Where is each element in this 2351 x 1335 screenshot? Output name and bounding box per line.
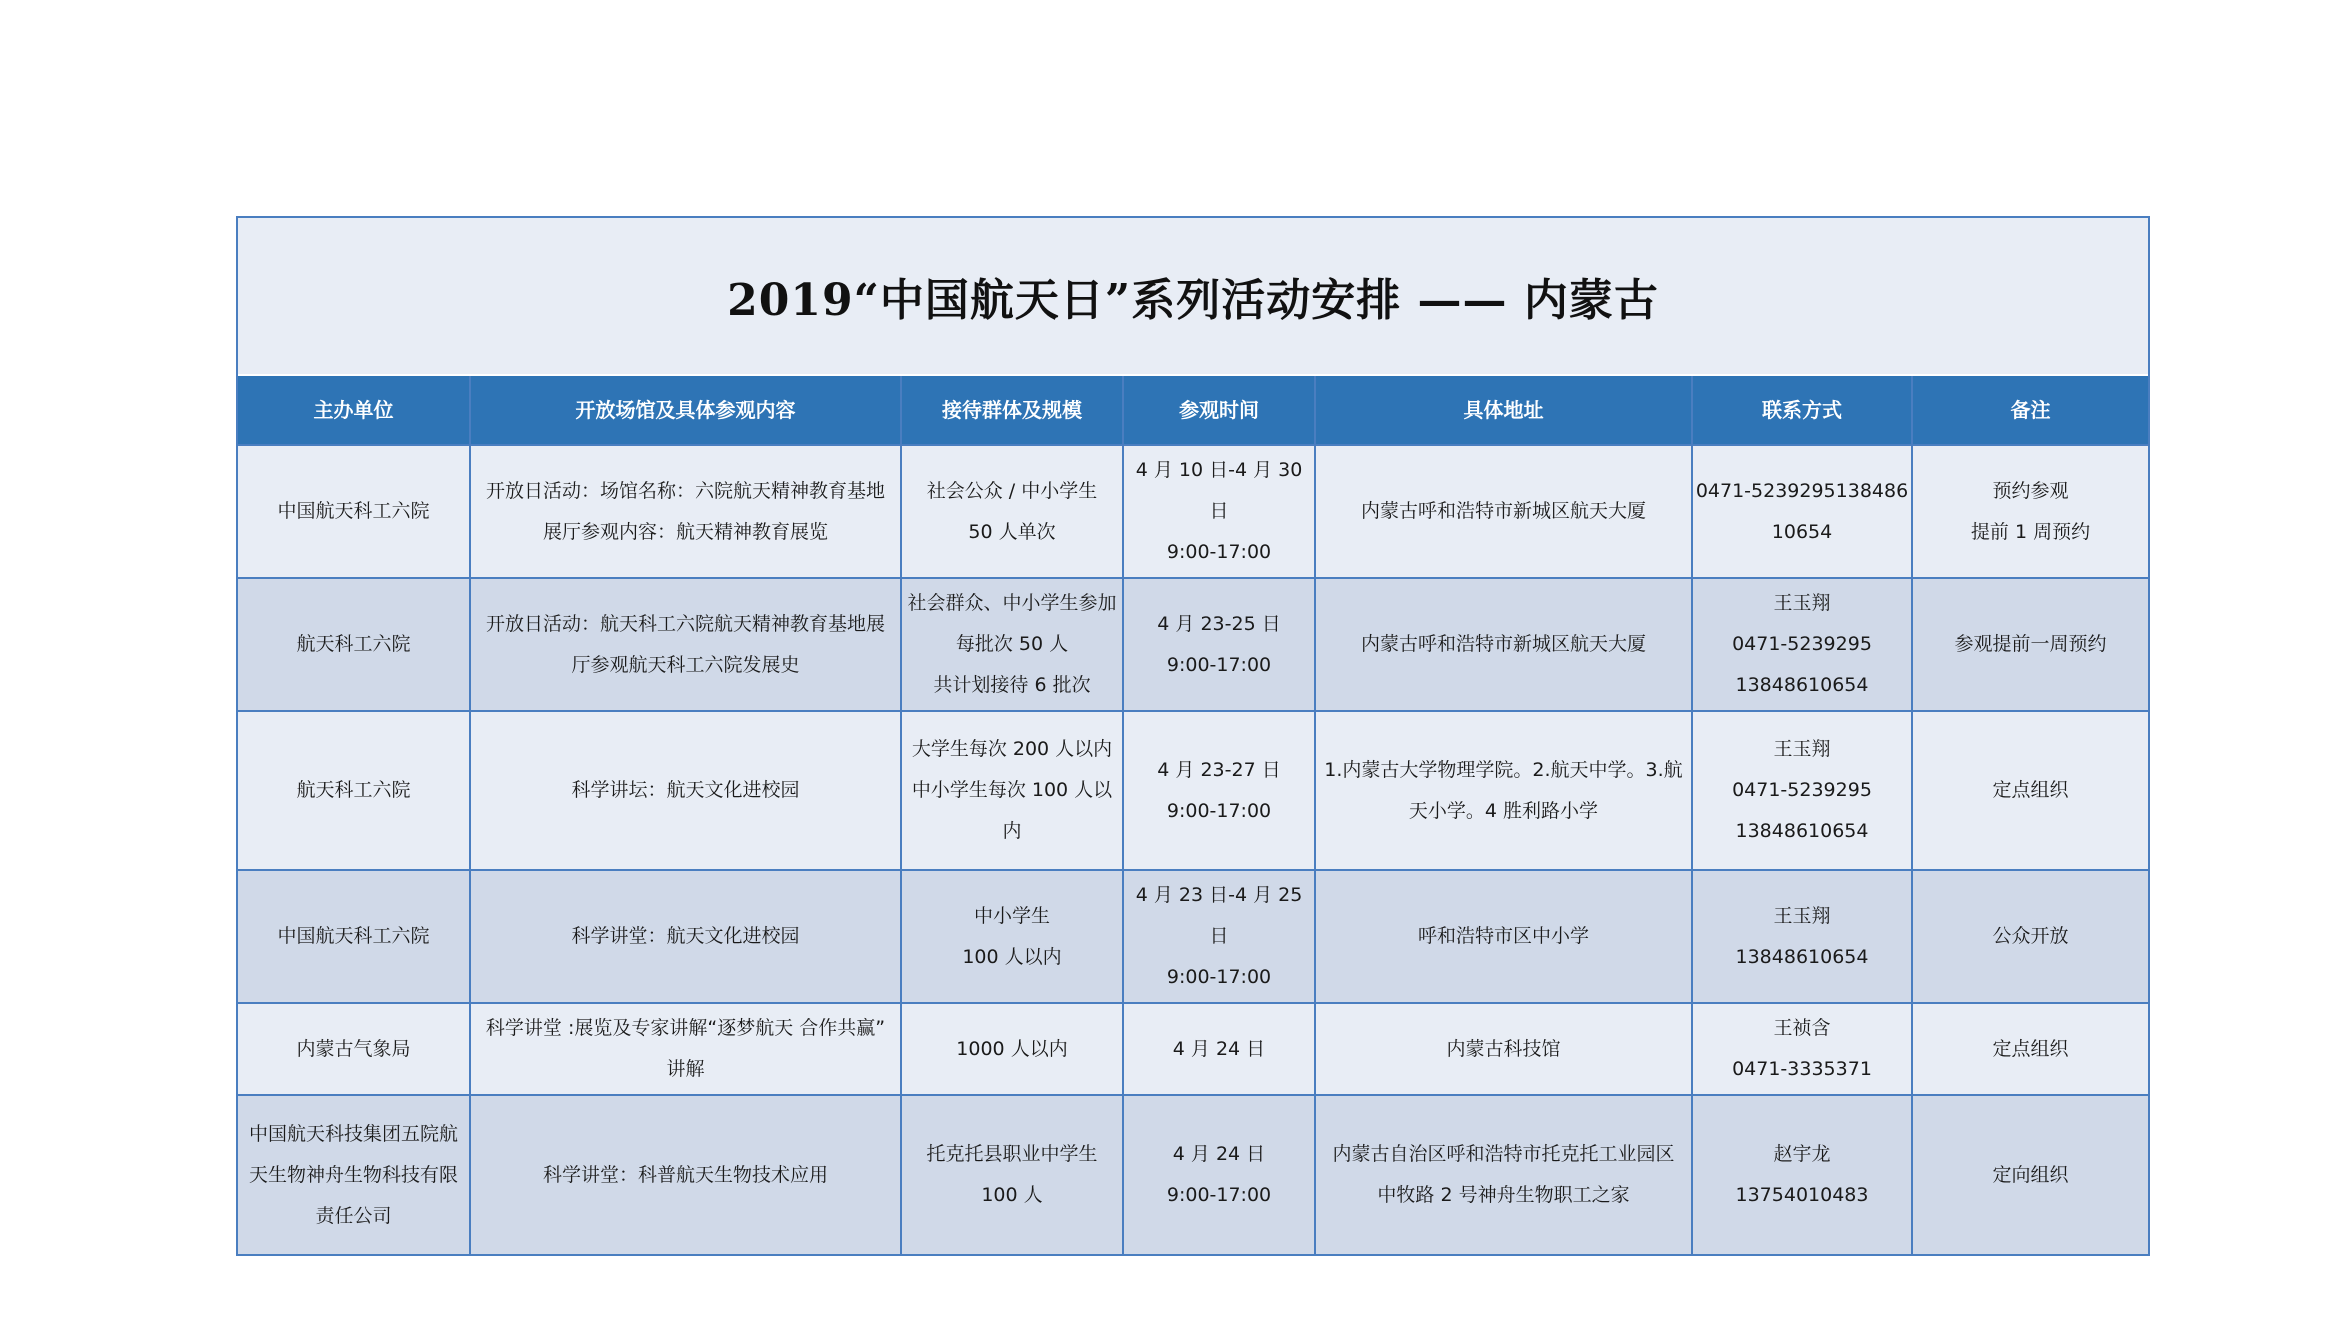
cell-time-line: 9:00-17:00 xyxy=(1166,541,1272,563)
cell-time-line: 4 月 24 日 xyxy=(1172,1143,1266,1165)
cell-audience xyxy=(901,870,1123,1003)
cell-content-line: 科学讲堂：航天文化进校园 xyxy=(571,925,800,947)
table-row xyxy=(238,445,2148,578)
header-row xyxy=(238,376,2148,445)
cell-time-line: 4 月 23 日-4 月 25 日 xyxy=(1135,884,1303,947)
cell-audience-line: 每批次 50 人 xyxy=(955,633,1069,655)
cell-address-line: 内蒙古科技馆 xyxy=(1446,1037,1561,1060)
cell-time-line: 4 月 23-25 日 xyxy=(1157,612,1281,635)
cell-organizer: 航天科工六院 xyxy=(238,578,470,711)
cell-audience-line: 中小学生 xyxy=(973,904,1050,927)
cell-time-line: 9:00-17:00 xyxy=(1166,1184,1272,1206)
cell-organizer: 内蒙古气象局 xyxy=(238,1003,470,1095)
cell-contact xyxy=(1692,445,1912,578)
cell-address-line: 天小学。4 胜利路小学 xyxy=(1408,799,1599,822)
table-row xyxy=(238,711,2148,870)
cell-time xyxy=(1123,1003,1315,1095)
page-title: 2019“中国航天日”系列活动安排 —— 内蒙古 xyxy=(727,275,1659,326)
table-body xyxy=(238,445,2148,1254)
cell-note xyxy=(1912,870,2148,1003)
cell-audience-line: 1000 人以内 xyxy=(956,1037,1068,1060)
cell-contact-line: 王祯含 xyxy=(1773,1017,1831,1039)
column-header-content: 开放场馆及具体参观内容 xyxy=(470,376,901,445)
cell-audience-line: 共计划接待 6 批次 xyxy=(933,674,1091,696)
cell-contact xyxy=(1692,1095,1912,1254)
cell-time-line: 4 月 24 日 xyxy=(1172,1037,1266,1060)
cell-address-line: 中牧路 2 号神舟生物职工之家 xyxy=(1377,1184,1630,1206)
cell-contact-line: 0471-5239295 xyxy=(1732,779,1872,801)
cell-organizer: 中国航天科技集团五院航天生物神舟生物科技有限责任公司 xyxy=(238,1095,470,1254)
cell-audience-line: 社会群众、中小学生参加 xyxy=(907,592,1117,614)
cell-time-line: 4 月 10 日-4 月 30 日 xyxy=(1135,459,1303,522)
schedule-table xyxy=(238,376,2148,1254)
cell-content-line: 科学讲坛：航天文化进校园 xyxy=(571,779,800,801)
schedule-sheet xyxy=(236,216,2150,1256)
cell-address xyxy=(1315,445,1692,578)
cell-time-line: 9:00-17:00 xyxy=(1166,799,1272,822)
column-header-note: 备注 xyxy=(1912,376,2148,445)
cell-note xyxy=(1912,1095,2148,1254)
cell-note-line: 定向组织 xyxy=(1992,1163,2069,1186)
cell-content-line: 展厅参观内容：航天精神教育展览 xyxy=(542,520,828,543)
cell-organizer: 中国航天科工六院 xyxy=(238,870,470,1003)
column-header-organizer: 主办单位 xyxy=(238,376,470,445)
column-header-contact: 联系方式 xyxy=(1692,376,1912,445)
column-header-audience: 接待群体及规模 xyxy=(901,376,1123,445)
table-row xyxy=(238,578,2148,711)
cell-contact xyxy=(1692,711,1912,870)
cell-contact xyxy=(1692,578,1912,711)
cell-address xyxy=(1315,711,1692,870)
cell-note-line: 预约参观 xyxy=(1992,479,2069,502)
cell-address xyxy=(1315,578,1692,711)
cell-time xyxy=(1123,578,1315,711)
cell-address xyxy=(1315,1003,1692,1095)
cell-contact-line: 王玉翔 xyxy=(1773,738,1831,760)
cell-address xyxy=(1315,1095,1692,1254)
cell-time-line: 9:00-17:00 xyxy=(1166,653,1272,676)
cell-audience-line: 托克托县职业中学生 xyxy=(926,1143,1098,1165)
cell-contact-line: 王玉翔 xyxy=(1773,904,1831,927)
cell-address-line: 内蒙古呼和浩特市新城区航天大厦 xyxy=(1360,633,1646,655)
table-row xyxy=(238,870,2148,1003)
cell-content xyxy=(470,711,901,870)
cell-audience xyxy=(901,445,1123,578)
cell-contact-line: 13848610654 xyxy=(1735,820,1869,842)
table-row xyxy=(238,1003,2148,1095)
cell-time xyxy=(1123,711,1315,870)
cell-contact-line: 10654 xyxy=(1771,520,1833,543)
cell-audience xyxy=(901,1003,1123,1095)
cell-contact-line: 0471-3335371 xyxy=(1732,1058,1872,1080)
cell-audience xyxy=(901,711,1123,870)
cell-audience-line: 100 人 xyxy=(981,1184,1043,1206)
cell-content-line: 开放日活动：航天科工六院航天精神教育基地展 xyxy=(485,612,885,635)
cell-note-line: 提前 1 周预约 xyxy=(1970,520,2091,543)
cell-contact xyxy=(1692,870,1912,1003)
cell-contact-line: 13848610654 xyxy=(1735,674,1869,696)
cell-time xyxy=(1123,1095,1315,1254)
cell-audience-line: 社会公众 / 中小学生 xyxy=(926,479,1098,502)
cell-note-line: 定点组织 xyxy=(1992,779,2069,801)
cell-organizer: 中国航天科工六院 xyxy=(238,445,470,578)
cell-content-line: 科学讲堂 :展览及专家讲解“逐梦航天 合作共赢” xyxy=(485,1017,886,1039)
cell-organizer: 航天科工六院 xyxy=(238,711,470,870)
cell-address-line: 内蒙古自治区呼和浩特市托克托工业园区 xyxy=(1332,1143,1675,1165)
cell-audience-line: 大学生每次 200 人以内 xyxy=(911,738,1113,760)
cell-address-line: 内蒙古呼和浩特市新城区航天大厦 xyxy=(1360,500,1646,522)
cell-contact xyxy=(1692,1003,1912,1095)
cell-time-line: 4 月 23-27 日 xyxy=(1157,758,1281,781)
cell-note-line: 参观提前一周预约 xyxy=(1954,633,2107,655)
cell-content-line: 厅参观航天科工六院发展史 xyxy=(571,653,800,676)
cell-content-line: 讲解 xyxy=(666,1058,705,1080)
cell-content xyxy=(470,578,901,711)
cell-content xyxy=(470,1095,901,1254)
cell-contact-line: 0471-5239295138486 xyxy=(1695,479,1909,502)
cell-content-line: 开放日活动：场馆名称：六院航天精神教育基地 xyxy=(485,479,885,502)
cell-address xyxy=(1315,870,1692,1003)
cell-contact-line: 0471-5239295 xyxy=(1732,633,1872,655)
table-row xyxy=(238,1095,2148,1254)
cell-address-line: 呼和浩特市区中小学 xyxy=(1417,925,1589,947)
cell-contact-line: 13848610654 xyxy=(1735,945,1869,968)
cell-time xyxy=(1123,445,1315,578)
cell-audience-line: 50 人单次 xyxy=(968,520,1056,543)
cell-contact-line: 13754010483 xyxy=(1735,1184,1869,1206)
cell-audience-line: 100 人以内 xyxy=(962,945,1062,968)
cell-address-line: 1.内蒙古大学物理学院。2.航天中学。3.航 xyxy=(1324,758,1683,781)
cell-audience-line: 中小学生每次 100 人以 xyxy=(911,779,1113,801)
column-header-address: 具体地址 xyxy=(1315,376,1692,445)
cell-audience xyxy=(901,1095,1123,1254)
cell-contact-line: 赵宇龙 xyxy=(1773,1143,1831,1165)
cell-time xyxy=(1123,870,1315,1003)
cell-audience xyxy=(901,578,1123,711)
cell-note xyxy=(1912,711,2148,870)
cell-audience-line: 内 xyxy=(1002,820,1022,842)
cell-contact-line: 王玉翔 xyxy=(1773,592,1831,614)
cell-note xyxy=(1912,1003,2148,1095)
column-header-time: 参观时间 xyxy=(1123,376,1315,445)
cell-time-line: 9:00-17:00 xyxy=(1166,966,1272,988)
cell-note xyxy=(1912,578,2148,711)
cell-content xyxy=(470,870,901,1003)
cell-content-line: 科学讲堂：科普航天生物技术应用 xyxy=(542,1163,828,1186)
cell-content xyxy=(470,445,901,578)
cell-note xyxy=(1912,445,2148,578)
cell-content xyxy=(470,1003,901,1095)
cell-note-line: 公众开放 xyxy=(1992,925,2069,947)
title-bar xyxy=(238,218,2148,376)
cell-note-line: 定点组织 xyxy=(1992,1037,2069,1060)
